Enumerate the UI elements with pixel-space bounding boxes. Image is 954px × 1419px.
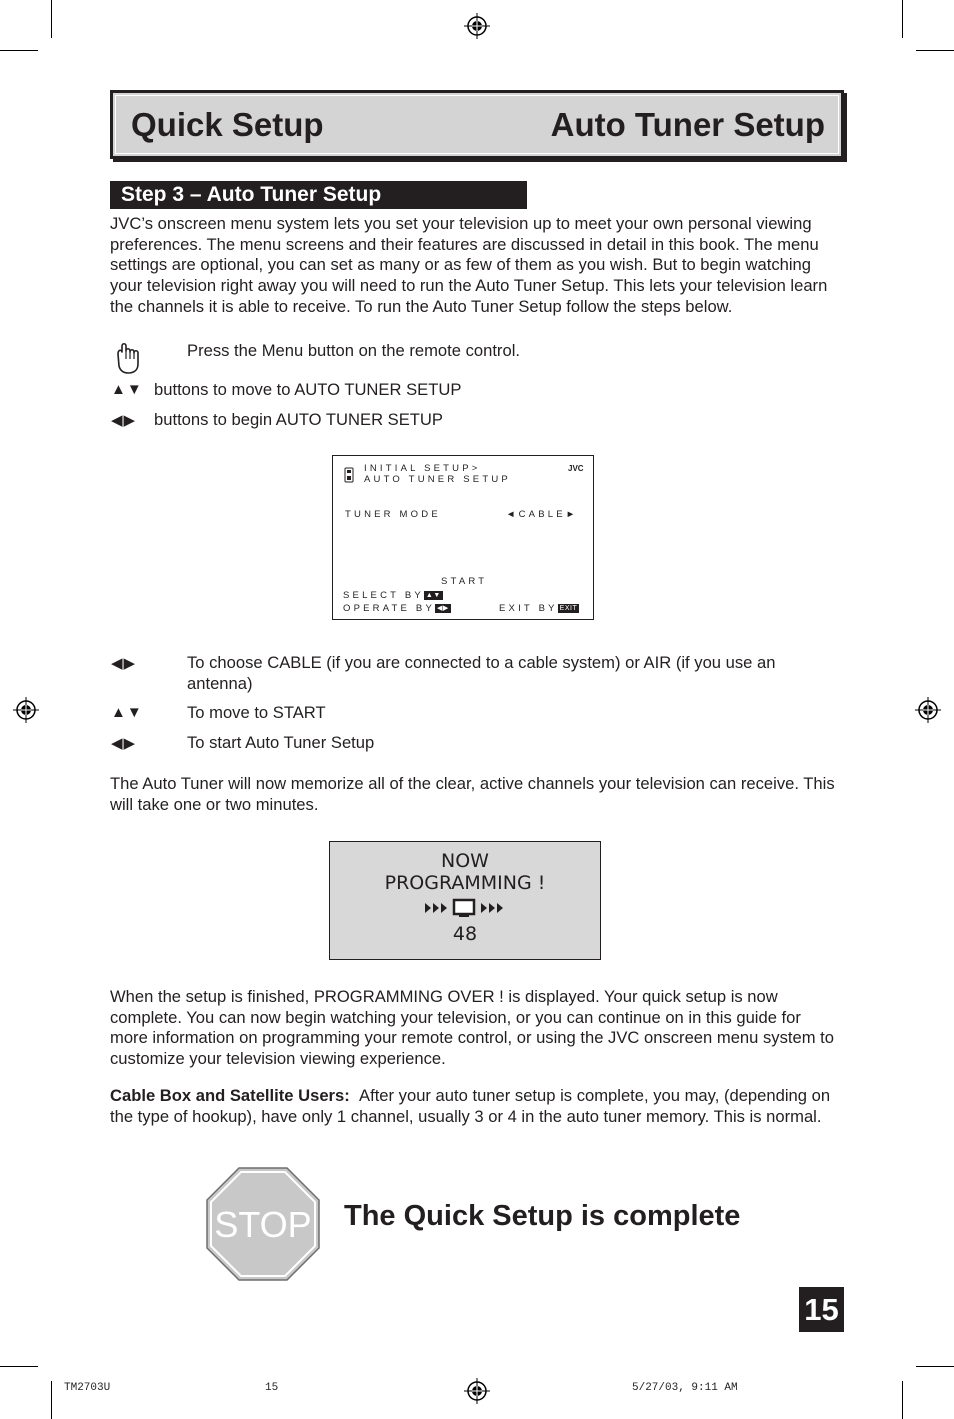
crop-mark: [902, 0, 903, 38]
stop-text: STOP: [214, 1204, 312, 1245]
footer-date: 5/27/03, 9:11 AM: [632, 1382, 738, 1394]
start-option: START: [441, 576, 488, 587]
page-number: 15: [799, 1287, 844, 1332]
stop-sign-icon: [206, 1167, 320, 1281]
step-choose-text: To choose CABLE (if you are connected to a cable system) or AIR (if you use an antenna): [187, 653, 776, 693]
footer-code: TM2703U: [64, 1382, 111, 1394]
begin-text: buttons to begin AUTO TUNER SETUP: [154, 410, 443, 429]
step-arrows-icon: ▲▼: [111, 704, 143, 721]
exit-by-row: [499, 603, 579, 614]
crop-mark: [902, 1381, 903, 1419]
hand-press-icon: [112, 340, 148, 376]
header-right-title: Auto Tuner Setup: [550, 106, 825, 143]
cable-note-paragraph: [110, 1086, 846, 1127]
tuner-mode-value: ◄CABLE►: [506, 509, 579, 520]
exit-key: EXIT: [559, 604, 578, 612]
registration-mark-icon: [464, 1378, 490, 1404]
complete-title: The Quick Setup is complete: [344, 1200, 741, 1232]
updown-arrows-icon: ▲▼: [111, 381, 143, 398]
registration-mark-icon: [464, 13, 490, 39]
exit-by-label: EXIT BY: [499, 603, 558, 614]
crop-mark: [0, 1366, 38, 1367]
updown-key-icon: ▲▼: [425, 591, 441, 599]
cable-note-label: Cable Box and Satellite Users:: [110, 1086, 350, 1105]
leftright-arrows-icon: ◀▶: [111, 412, 137, 429]
programming-label: PROGRAMMING !: [384, 872, 546, 894]
registration-mark-icon: [915, 697, 941, 723]
section-header: [110, 90, 844, 159]
memorize-paragraph: The Auto Tuner will now memorize all of the clear, active channels your television can receive. This will take one or two minutes.: [110, 774, 835, 814]
select-by-row: [343, 590, 443, 601]
header-left-title: Quick Setup: [131, 106, 324, 143]
programming-progress-icon: [423, 897, 507, 919]
now-programming-screen: [329, 841, 601, 960]
cable-note-text: After your auto tuner setup is complete, you may, (depending on the type of hookup), have only 1 channel, usually 3 or 4 in the auto tuner memory. This is normal.: [110, 1086, 831, 1126]
step-move-text: To move to START: [187, 703, 326, 722]
step-arrows-icon: ◀▶: [111, 655, 137, 672]
operate-by-row: [343, 603, 451, 614]
menu-line2: AUTO TUNER SETUP: [364, 474, 511, 485]
select-by-label: SELECT BY: [343, 590, 424, 601]
crop-mark: [0, 50, 38, 51]
menu-press-text: Press the Menu button on the remote control.: [187, 341, 520, 360]
auto-tuner-menu-screen: [332, 455, 594, 620]
crop-mark: [916, 1366, 954, 1367]
remote-icon: [344, 467, 354, 483]
intro-paragraph: JVC’s onscreen menu system lets you set your television up to meet your own personal viewing preferences. The menu screens and their features are discussed in detail in this book. The menu settings are optional, you can set as many or as few of them as you wish. But to begin watching your television right away you will need to run the Auto Tuner Setup. This lets your television learn the channels it is able to receive. To run the Auto Tuner Setup follow the steps below.: [110, 214, 828, 316]
jvc-logo: JVC: [568, 464, 584, 473]
now-label: NOW: [441, 850, 489, 872]
step-arrows-icon: ◀▶: [111, 735, 137, 752]
finished-paragraph: When the setup is finished, PROGRAMMING OVER ! is displayed. Your quick setup is now complete. You can now begin watching your television, or you can continue on in this guide for more information on programming your remote control, or using the JVC onscreen menu system to customize your television viewing experience.: [110, 987, 834, 1069]
menu-line1: INITIAL SETUP>: [364, 463, 481, 474]
crop-mark: [51, 1381, 52, 1419]
step-start-text: To start Auto Tuner Setup: [187, 733, 375, 752]
registration-mark-icon: [13, 697, 39, 723]
channel-number: 48: [452, 923, 478, 945]
crop-mark: [51, 0, 52, 38]
leftright-key-icon: ◀▶: [437, 604, 449, 612]
operate-by-label: OPERATE BY: [343, 603, 436, 614]
tuner-mode-label: TUNER MODE: [345, 509, 441, 520]
move-to-text: buttons to move to AUTO TUNER SETUP: [154, 380, 462, 399]
step-heading: Step 3 – Auto Tuner Setup: [110, 181, 527, 209]
crop-mark: [916, 50, 954, 51]
footer-page: 15: [265, 1382, 279, 1394]
